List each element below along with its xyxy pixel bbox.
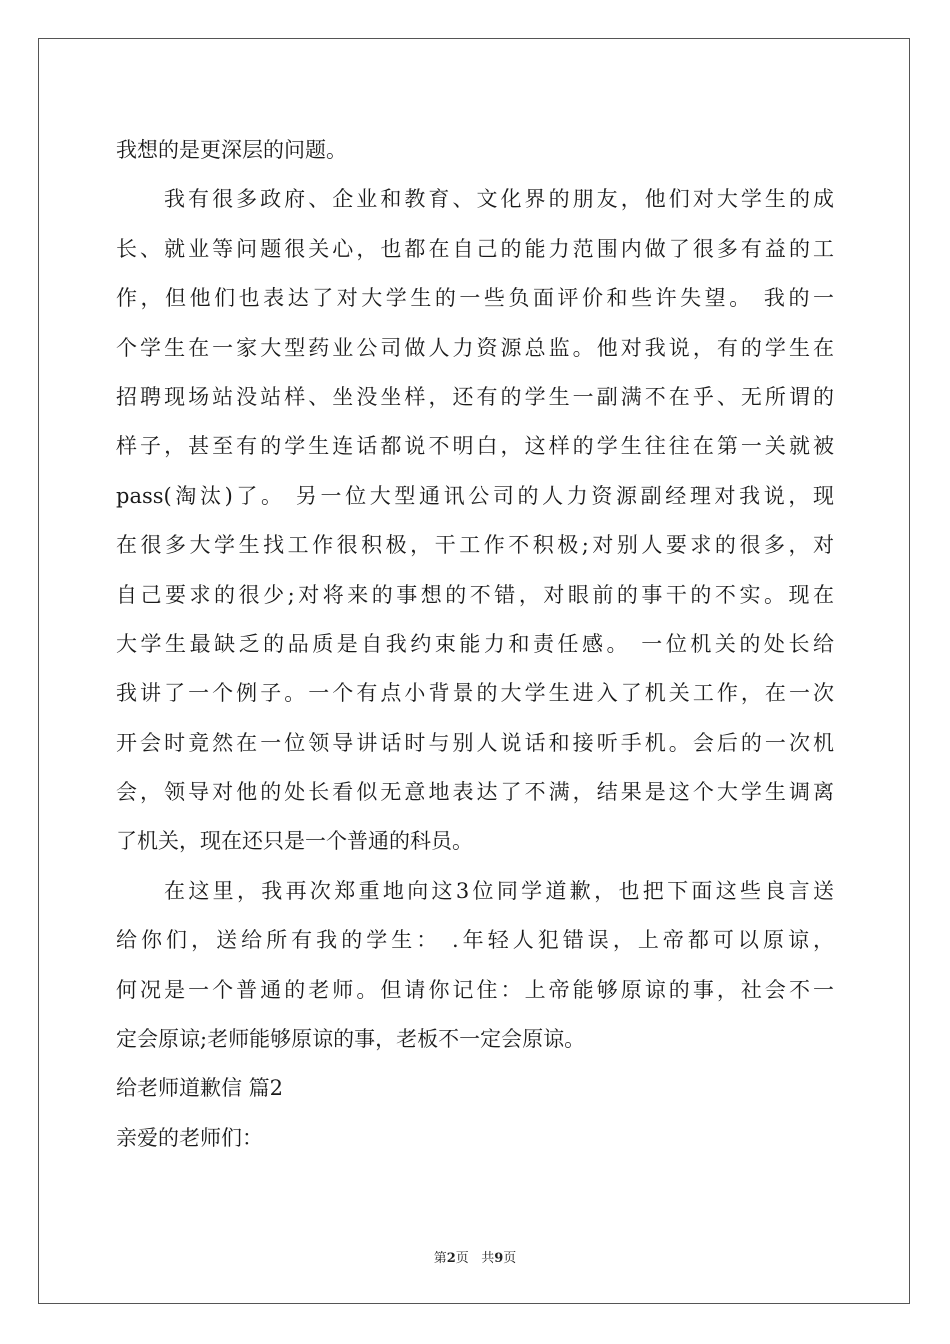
text-line: 在很多大学生找工作很积极，干工作不积极;对别人要求的很多，对 xyxy=(116,533,834,558)
page-prefix: 第 xyxy=(433,1251,447,1266)
text-line: 给你们，送给所有我的学生： .年轻人犯错误，上帝都可以原谅， xyxy=(116,928,834,953)
text-line: 定会原谅;老师能够原谅的事，老板不一定会原谅。 xyxy=(116,1027,586,1052)
text-line: 大学生最缺乏的品质是自我约束能力和责任感。 一位机关的处长给 xyxy=(116,631,834,656)
text-line: 招聘现场站没站样、坐没坐样，还有的学生一副满不在乎、无所谓的 xyxy=(116,384,834,409)
text-line: 作，但他们也表达了对大学生的一些负面评价和些许失望。 我的一 xyxy=(116,286,834,311)
text-line: 自己要求的很少;对将来的事想的不错，对眼前的事干的不实。现在 xyxy=(116,582,834,607)
text-line: 何况是一个普通的老师。但请你记住：上帝能够原谅的事，社会不一 xyxy=(116,977,834,1002)
text-line: 给老师道歉信 篇2 xyxy=(116,1076,284,1101)
page-suffix: 页 xyxy=(455,1251,469,1266)
text-line: 长、就业等问题很关心，也都在自己的能力范围内做了很多有益的工 xyxy=(116,236,834,261)
text-line: 样子，甚至有的学生连话都说不明白，这样的学生往往在第一关就被 xyxy=(116,434,834,459)
text-line: 开会时竟然在一位领导讲话时与别人说话和接听手机。会后的一次机 xyxy=(116,730,834,755)
page-number: 2 xyxy=(446,1251,456,1266)
text-line: 了机关，现在还只是一个普通的科员。 xyxy=(116,829,473,854)
text-line: 会，领导对他的处长看似无意地表达了不满，结果是这个大学生调离 xyxy=(116,780,834,805)
total-suffix: 页 xyxy=(503,1251,517,1266)
text-line: 个学生在一家大型药业公司做人力资源总监。他对我说，有的学生在 xyxy=(116,335,834,360)
page-footer xyxy=(0,1247,950,1266)
text-line: 我想的是更深层的问题。 xyxy=(116,138,347,162)
document-body xyxy=(116,126,834,1163)
text-line: pass(淘汰)了。 另一位大型通讯公司的人力资源副经理对我说，现 xyxy=(116,483,834,508)
total-prefix: 共 xyxy=(481,1251,495,1266)
text-line: 亲爱的老师们： xyxy=(116,1125,263,1150)
text-line: 我有很多政府、企业和教育、文化界的朋友，他们对大学生的成 xyxy=(164,187,834,212)
total-pages: 9 xyxy=(494,1251,504,1266)
text-line: 在这里，我再次郑重地向这3位同学道歉，也把下面这些良言送 xyxy=(164,878,834,903)
text-line: 我讲了一个例子。一个有点小背景的大学生进入了机关工作，在一次 xyxy=(116,681,834,706)
